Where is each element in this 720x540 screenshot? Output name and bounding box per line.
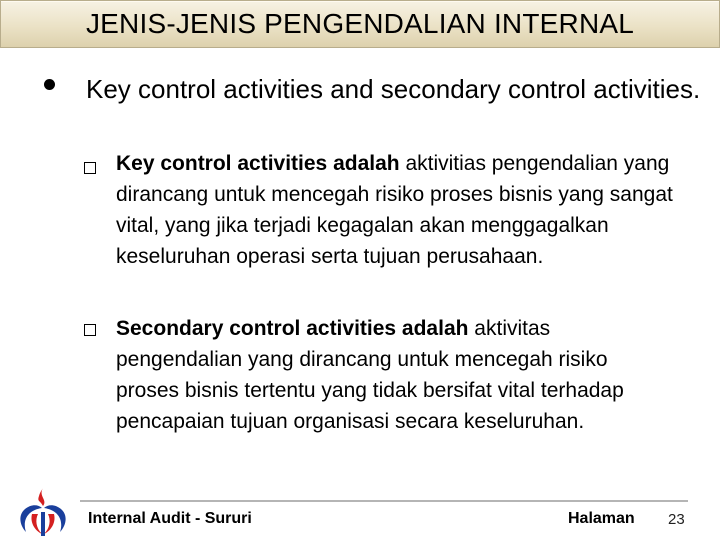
slide-title: JENIS-JENIS PENGENDALIAN INTERNAL xyxy=(85,8,635,39)
flame-emblem-logo xyxy=(8,482,78,540)
sub-item-term: Secondary control activities adalah xyxy=(116,317,469,340)
sub-item-description: aktivitas pengendalian yang dirancang untuk mencegah risiko proses bisnis tertentu yang tidak bersifat vital terhadap pencapaian tujuan organisasi secara keseluruhan. xyxy=(116,317,624,433)
checkbox-square-icon xyxy=(84,162,96,174)
main-bullet-text: Key control activities and secondary control activities. xyxy=(86,74,701,104)
footer-page-label: Halaman xyxy=(568,510,635,527)
sub-item-term: Key control activities adalah xyxy=(116,152,400,175)
bullet-icon xyxy=(44,79,55,90)
checkbox-square-icon xyxy=(84,324,96,336)
sub-item-description: aktivitias pengendalian yang dirancang untuk mencegah risiko proses bisnis yang sangat vital, yang jika terjadi kegagalan akan menggagalkan keseluruhan operasi serta tujuan perusahaan. xyxy=(116,152,673,268)
footer-author: Internal Audit - Sururi xyxy=(88,510,252,527)
sub-item-key-control xyxy=(116,148,676,272)
footer-divider xyxy=(80,500,688,502)
page-number: 23 xyxy=(668,511,685,528)
sub-item-secondary-control xyxy=(116,313,676,437)
